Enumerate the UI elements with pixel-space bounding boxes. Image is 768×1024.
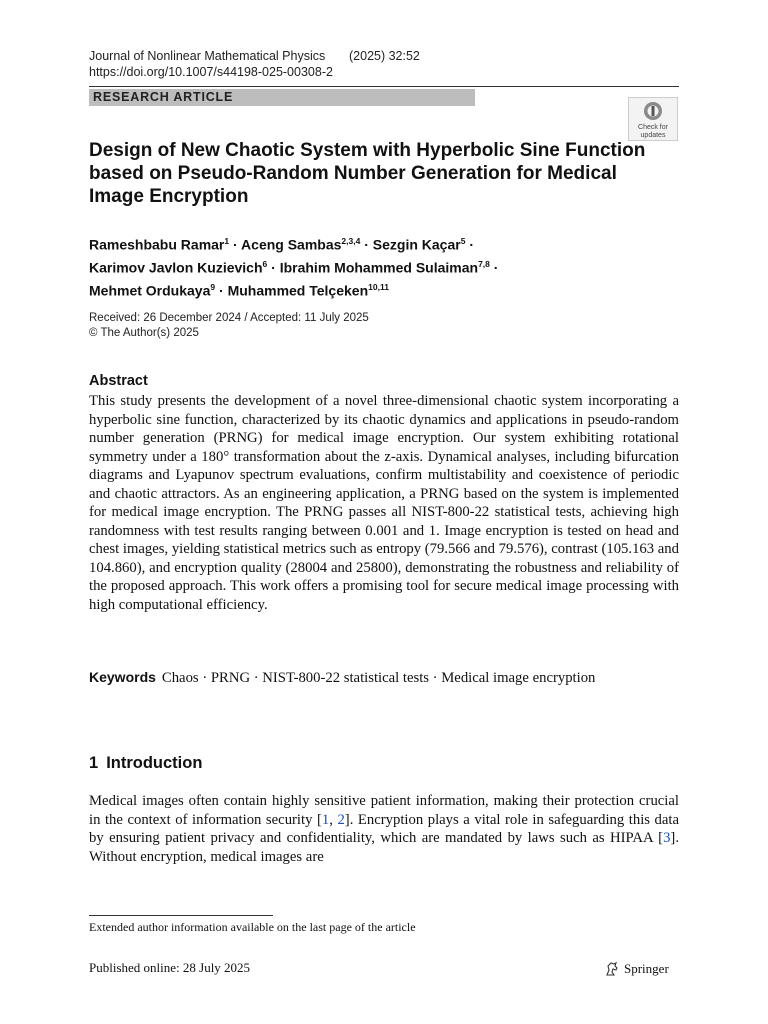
header-rule [89,86,679,87]
author-affiliation: 1 [224,236,230,246]
author-affiliation: 2,3,4 [341,236,361,246]
author-affiliation: 9 [210,282,216,293]
author-affiliation: 7,8 [478,259,490,270]
journal-header [89,48,420,80]
citation-separator: , [329,811,338,828]
author-name[interactable]: Aceng Sambas [241,236,342,253]
crossmark-icon [643,101,663,121]
doi-link[interactable]: https://doi.org/10.1007/s44198-025-00308-2 [89,65,333,79]
author-affiliation: 6 [262,259,268,270]
citation-link[interactable]: 1 [321,811,330,828]
intro-text: ]. Without encryption, medical images are [89,830,679,865]
citation-link[interactable]: 2 [337,811,345,828]
article-dates [89,311,369,341]
springer-horse-icon [604,961,620,977]
received-accepted: Received: 26 December 2024 / Accepted: 11 July 2025 [89,312,369,324]
copyright: © The Author(s) 2025 [89,327,199,339]
author-name[interactable]: Karimov Javlon Kuzievich [89,259,263,276]
author-name[interactable]: Sezgin Kaçar [372,236,461,253]
footnote-rule [89,915,273,916]
publisher-name: Springer [624,961,669,976]
section-number: 1 [89,754,99,772]
author-name[interactable]: Ibrahim Mohammed Sulaiman [279,259,479,276]
citation-link[interactable]: 3 [663,830,671,846]
author-list: Rameshbabu Ramar$^1$ · Aceng Sambas$^{2,3,4}$ · Sezgin Kaçar$^5$ · Karimov Javlon Kuzievich$^6$ · Ibrahim Mohammed Sulaiman$^{7,8}$ · Mehmet Ordukaya$^9$ · Muhammed Telçeken$^{10,11}$ [89,236,499,299]
check-label-1: Check for [638,124,668,131]
introduction-paragraph [89,792,679,866]
footnote: Extended author information available on the last page of the article [89,920,416,934]
journal-name: Journal of Nonlinear Mathematical Physics [89,49,326,63]
author-name[interactable]: Muhammed Telçeken [227,282,369,299]
journal-volume: (2025) 32:52 [349,49,420,63]
published-date: Published online: 28 July 2025 [89,960,251,975]
author-affiliation: 5 [460,236,466,246]
keywords-heading: Keywords [89,669,156,685]
section-title: Introduction [106,754,203,772]
intro-text: ]. Encryption plays a vital role in safeguarding this data by ensuring patient privacy and confidentiality, which are mandated by laws such as HIPAA [ [89,811,680,846]
intro-text: Medical images often contain highly sensitive patient information, making their protection crucial in the context of information security [ [89,793,679,828]
abstract-heading: Abstract [89,373,148,389]
check-label-2: updates [640,131,666,139]
author-affiliation: 10,11 [368,282,389,293]
article-type-banner: RESEARCH ARTICLE [89,89,475,106]
section-heading [89,754,202,773]
keywords-text: Chaos · PRNG · NIST-800-22 statistical tests · Medical image encryption [161,670,596,686]
keywords-block [89,668,649,688]
author-name[interactable]: Mehmet Ordukaya [89,282,211,299]
publisher-logo [604,961,669,977]
check-for-updates-badge[interactable] [628,97,678,141]
author-name[interactable]: Rameshbabu Ramar [89,236,225,253]
article-title: Design of New Chaotic System with Hyperbolic Sine Function based on Pseudo-Random Number Generation for Medical Image Encryption [89,140,646,207]
abstract-text: This study presents the development of a novel three-dimensional chaotic system incorporating a hyperbolic sine function, characterized by its chaotic dynamics and applications in pseudo-random number generation (PRNG) for medical image encryption. Our system exhibiting rotational symmetry under a 180° transformation about the z-axis. Dynamical analyses, including bifurcation diagrams and Lyapunov spectrum evaluations, confirm multistability and coexistence of periodic and chaotic attractors. As an engineering application, a PRNG based on the system is implemented for medical image encryption. The PRNG passes all NIST-800-22 statistical tests, achieving high randomness with test results ranging between 0.001 and 1. Image encryption is tested on head and chest images, yielding statistical metrics such as entropy (79.566 and 79.576), contrast (105.163 and 104.860), and encryption quality (28004 and 25800), demonstrating the robustness and reliability of the proposed approach. This work offers a promising tool for secure medical image processing with high computational efficiency. [89,393,679,613]
